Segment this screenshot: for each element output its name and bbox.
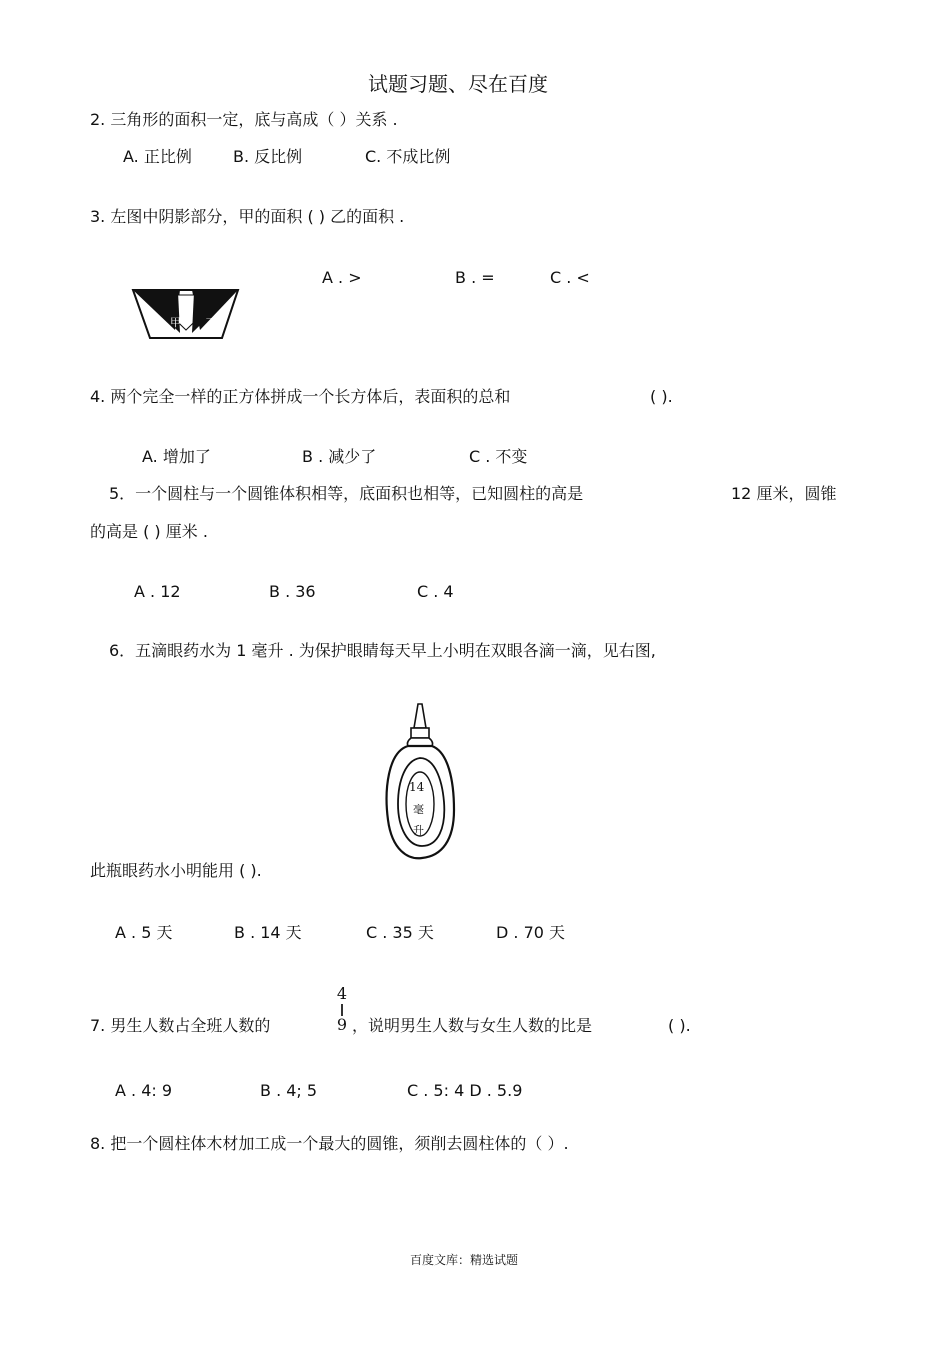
bottle-tip (414, 704, 426, 728)
question-7-stem-head: 7. 男生人数占全班人数的 (90, 1016, 271, 1035)
bottle-unit-hao: 毫 (413, 803, 424, 816)
question-6-option-b: B . 14 天 (234, 923, 302, 942)
question-7-stem-tail: ，说明男生人数与女生人数的比是 (352, 1016, 593, 1035)
question-5-option-b: B . 36 (269, 582, 316, 601)
question-4-blank: ( ). (650, 387, 673, 406)
question-7-option-a: A . 4: 9 (115, 1081, 173, 1100)
question-6-option-c: C . 35 天 (366, 923, 434, 942)
fraction-denominator: 9 (336, 1015, 348, 1034)
label-yi: 乙 (205, 316, 216, 329)
question-6-option-a: A . 5 天 (115, 923, 173, 942)
question-7-option-b: B . 4; 5 (260, 1081, 318, 1100)
question-7-blank: ( ). (668, 1016, 691, 1035)
question-8-stem: 8. 把一个圆柱体木材加工成一个最大的圆锥，须削去圆柱体的（ ）. (90, 1134, 569, 1153)
question-4-stem: 4. 两个完全一样的正方体拼成一个长方体后，表面积的总和 (90, 387, 511, 406)
question-5-option-a: A . 12 (134, 582, 181, 601)
bottle-neck (411, 728, 429, 738)
question-4-option-a: A. 增加了 (142, 447, 211, 466)
question-5-line-2: 的高是 ( ) 厘米 . (90, 522, 208, 541)
question-3-option-a: A . > (322, 268, 362, 287)
label-jia: 甲 (170, 316, 181, 329)
question-4-option-b: B . 减少了 (302, 447, 377, 466)
page-footer: 百度文库：精选试题 (410, 1253, 519, 1267)
question-3-option-b: B . = (455, 268, 495, 287)
question-2-option-b: B. 反比例 (233, 147, 303, 166)
question-2-option-c: C. 不成比例 (365, 147, 451, 166)
question-6-line-2: 此瓶眼药水小明能用 ( ). (90, 861, 262, 880)
bottle-volume-number: 14 (409, 780, 425, 794)
question-7-option-cd: C . 5: 4 D . 5.9 (407, 1081, 523, 1100)
question-3-option-c: C . < (550, 268, 590, 287)
question-3-stem: 3. 左图中阴影部分，甲的面积 ( ) 乙的面积 . (90, 207, 405, 226)
question-5-option-c: C . 4 (417, 582, 454, 601)
question-3-figure (130, 285, 242, 345)
bottle-shoulder (407, 738, 432, 746)
fraction-numerator: 4 (336, 984, 348, 1003)
question-6-line-1: 6．五滴眼药水为 1 毫升 . 为保护眼睛每天早上小明在双眼各滴一滴，见右图, (109, 641, 656, 660)
question-5-line-1: 5．一个圆柱与一个圆锥体积相等，底面积也相等，已知圆柱的高是 (109, 484, 584, 503)
page-title: 试题习题、尽在百度 (368, 72, 548, 96)
eye-drop-bottle-figure (380, 700, 460, 870)
question-5-line-1-tail: 12 厘米，圆锥 (731, 484, 837, 503)
question-2-stem: 2. 三角形的面积一定，底与高成（ ）关系 . (90, 110, 398, 129)
bottle-unit-sheng: 升 (413, 824, 424, 837)
question-2-option-a: A. 正比例 (123, 147, 192, 166)
question-4-option-c: C . 不变 (469, 447, 528, 466)
question-6-option-d: D . 70 天 (496, 923, 566, 942)
